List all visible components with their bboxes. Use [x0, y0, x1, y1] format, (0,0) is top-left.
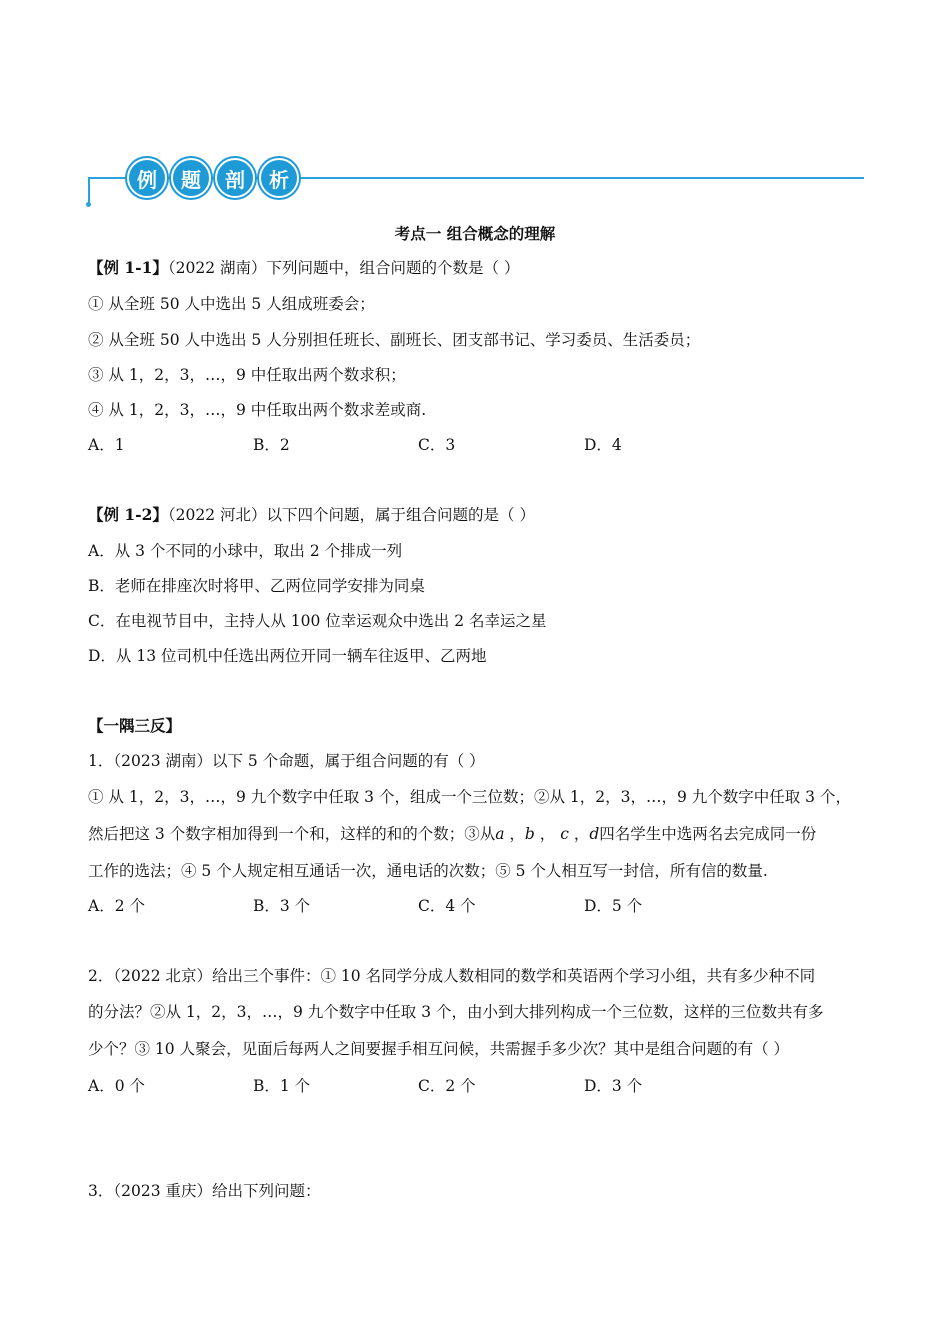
- example-item: ① 从全班 50 人中选出 5 人组成班委会；: [88, 295, 375, 313]
- question-text: 四名学生中选两名去完成同一份: [599, 825, 817, 843]
- question-2-line: 2．（2022 北京）给出三个事件：① 10 名同学分成人数相同的数学和英语两个学习小组，共有多少种不同: [88, 967, 816, 985]
- option-b: B．2: [253, 436, 290, 454]
- option-d: D．从 13 位司机中任选出两位开同一辆车往返甲、乙两地: [88, 647, 487, 665]
- example-stem-text: （2022 河北）以下四个问题，属于组合问题的是（ ）: [167, 506, 535, 524]
- option-d: D．5 个: [584, 897, 643, 915]
- example-stem-text: （2022 湖南）下列问题中，组合问题的个数是（ ）: [167, 259, 520, 277]
- variable-d: d: [589, 825, 600, 843]
- banner-char: 题: [171, 158, 211, 198]
- option-d: D．3 个: [584, 1077, 643, 1095]
- question-3-stem: 3．（2023 重庆）给出下列问题：: [88, 1182, 321, 1200]
- question-2-line: 的分法？②从 1，2，3，…，9 九个数字中任取 3 个，由小到大排列构成一个三位数，这样的三位数共有多: [88, 1003, 824, 1021]
- question-1-line: 然后把这 3 个数字相加得到一个和，这样的和的个数；③从a ，b ， c ，d四名学生中选两名去完成同一份: [88, 825, 817, 843]
- banner-char: 剖: [215, 158, 255, 198]
- example-item: ② 从全班 50 人中选出 5 人分别担任班长、副班长、团支部书记、学习委员、生活委员；: [88, 331, 701, 349]
- banner-dot: [86, 202, 91, 207]
- question-1-line: 工作的选法；④ 5 个人规定相互通话一次，通电话的次数；⑤ 5 个人相互写一封信，所有信的数量.: [88, 862, 768, 880]
- question-text: 然后把这 3 个数字相加得到一个和，这样的和的个数；③从: [88, 825, 496, 843]
- option-b: B．1 个: [253, 1077, 311, 1095]
- section-title: 考点一 组合概念的理解: [394, 224, 556, 243]
- example-tag: 【例 1-1】: [88, 258, 168, 277]
- section-banner: [86, 158, 866, 208]
- example-1-2-stem: [88, 503, 535, 525]
- option-b: B．老师在排座次时将甲、乙两位同学安排为同桌: [88, 577, 425, 595]
- option-a: A．1: [88, 436, 125, 454]
- example-item: ④ 从 1，2，3，…，9 中任取出两个数求差或商.: [88, 401, 427, 419]
- example-1-1-stem: [88, 256, 519, 278]
- option-a: A．0 个: [88, 1077, 145, 1095]
- option-c: C．3: [418, 436, 456, 454]
- option-c: C．2 个: [418, 1077, 476, 1095]
- banner-title: [127, 158, 299, 198]
- option-a: A．从 3 个不同的小球中，取出 2 个排成一列: [88, 542, 403, 560]
- variable-b: b: [524, 825, 535, 843]
- banner-side-line: [88, 177, 90, 204]
- option-c: C．4 个: [418, 897, 476, 915]
- practice-heading: 【一隅三反】: [88, 716, 182, 735]
- banner-char: 析: [259, 158, 299, 198]
- question-2-line: 少个？③ 10 人聚会，见面后每两人之间要握手相互问候，共需握手多少次？其中是组合问题的有（ ）: [88, 1040, 790, 1058]
- example-item: ③ 从 1，2，3，…，9 中任取出两个数求积；: [88, 366, 406, 384]
- variable-a: a: [495, 825, 505, 843]
- question-1-stem: 1．（2023 湖南）以下 5 个命题，属于组合问题的有（ ）: [88, 752, 485, 770]
- option-d: D．4: [584, 436, 622, 454]
- banner-char: 例: [127, 158, 167, 198]
- question-1-line: ① 从 1，2，3，…，9 九个数字中任取 3 个，组成一个三位数；②从 1，2，3，…，9 九个数字中任取 3 个，: [88, 788, 851, 806]
- option-b: B．3 个: [253, 897, 311, 915]
- variable-c: c: [560, 825, 569, 843]
- option-a: A．2 个: [88, 897, 145, 915]
- example-tag: 【例 1-2】: [88, 505, 168, 524]
- option-c: C．在电视节目中，主持人从 100 位幸运观众中选出 2 名幸运之星: [88, 612, 547, 630]
